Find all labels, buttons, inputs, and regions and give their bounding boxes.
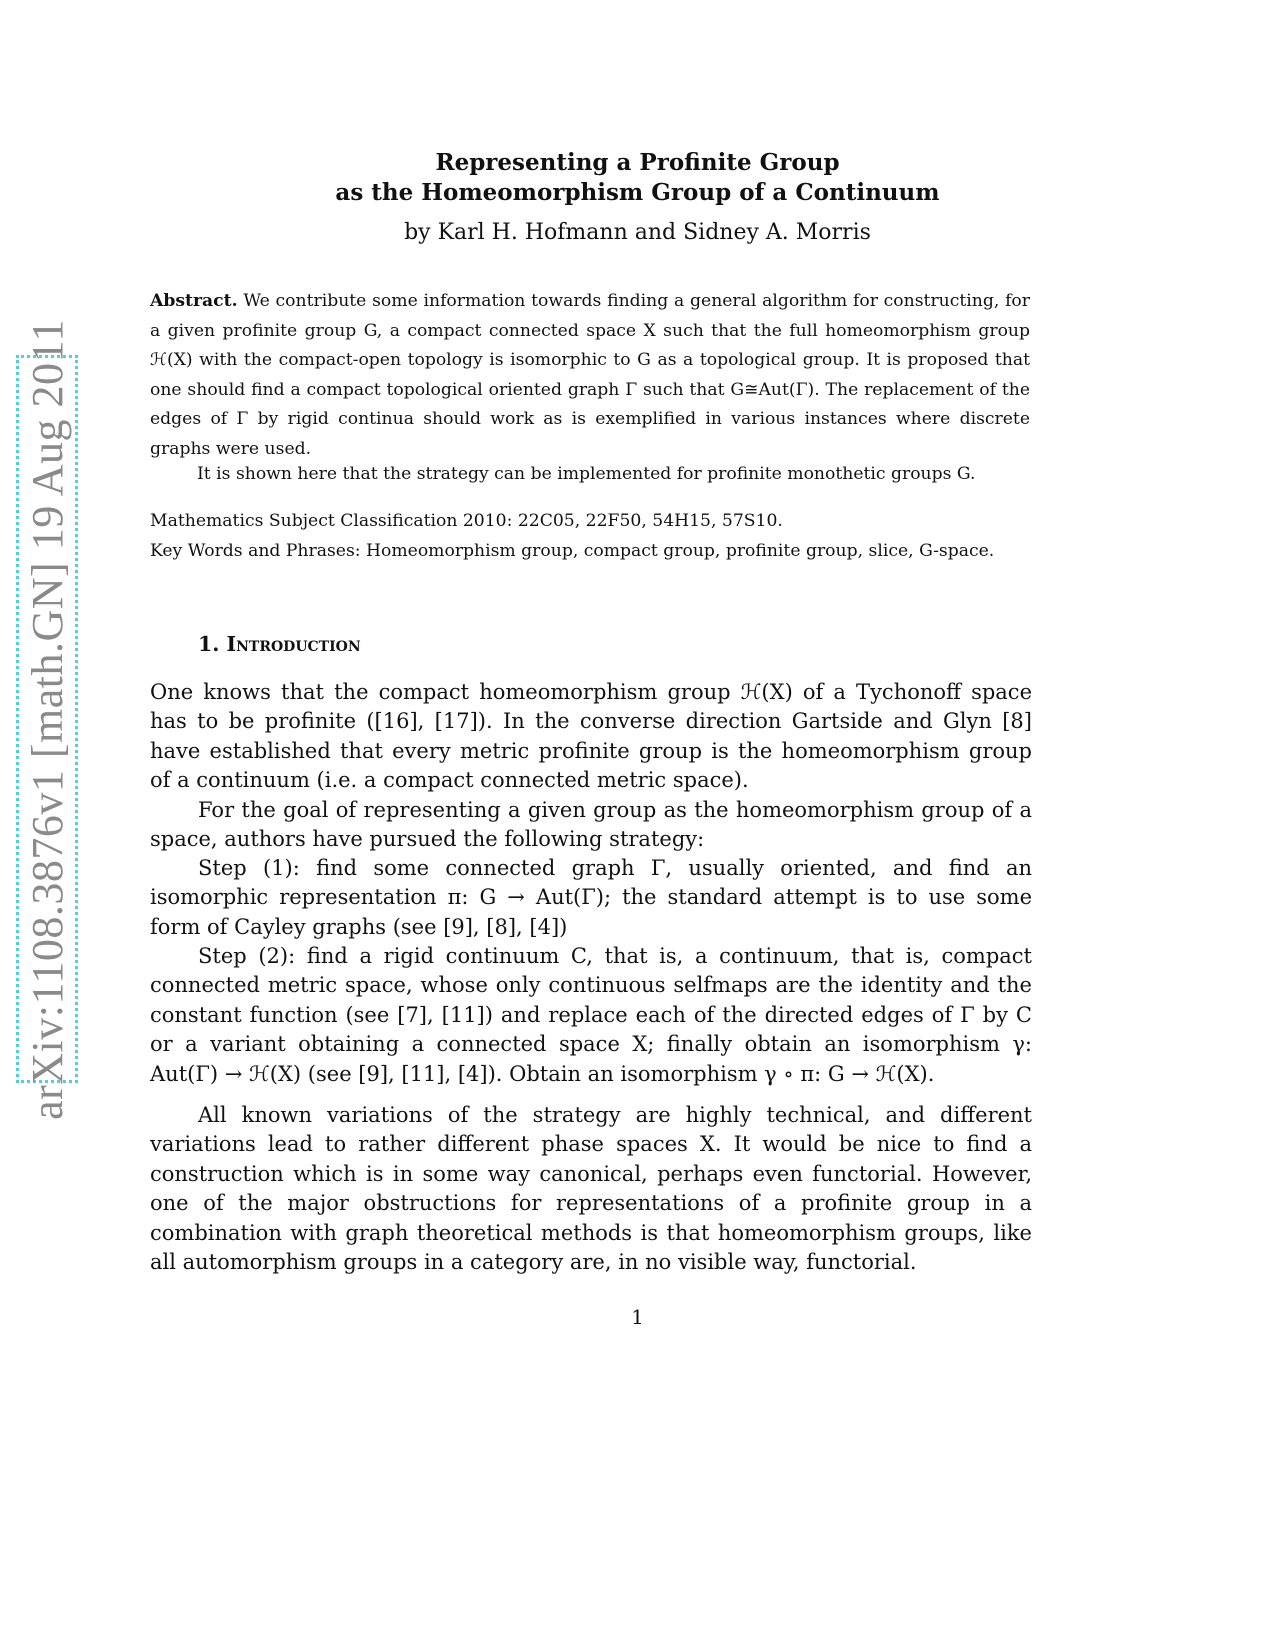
abstract-text-2: It is shown here that the strategy can be implemented for profinite monothetic groups G. <box>197 464 976 484</box>
section-heading-introduction: 1. Introduction <box>198 632 361 656</box>
arxiv-stamp <box>16 318 78 1120</box>
intro-step-1: Step (1): find some connected graph Γ, usually oriented, and find an isomorphic representation π: G → Aut(Γ); the standard attempt is to use some form of Cayley graphs (see [9], [8], [4]) <box>150 856 1032 939</box>
msc-classification: Mathematics Subject Classification 2010: 22C05, 22F50, 54H15, 57S10. <box>150 511 783 531</box>
keywords: Key Words and Phrases: Homeomorphism group, compact group, profinite group, slice, G-space. <box>150 541 995 561</box>
abstract-text: We contribute some information towards finding a general algorithm for constructing, for a given profinite group G, a compact connected space X such that the full homeomorphism group ℋ(X) with the compact-open topology is isomorphic to G as a topological group. It is proposed that one should find a compact topological oriented graph Γ such that G≅Aut(Γ). The replacement of the edges of Γ by rigid continua should work as is exemplified in various instances where discrete graphs were used. <box>150 291 1030 459</box>
title-line-2: as the Homeomorphism Group of a Continuum <box>335 179 940 206</box>
intro-paragraph-3: All known variations of the strategy are highly technical, and different variations lead to rather different phase spaces X. It would be nice to find a construction which is in some way canonical, perhaps even functorial. However, one of the major obstructions for representations of a profinite group in a combination with graph theoretical methods is that homeomorphism groups, like all automorphism groups in a category are, in no visible way, functorial. <box>150 1103 1032 1275</box>
arxiv-identifier: arXiv:1108.3876v1 [math.GN] 19 Aug 2011 <box>22 318 72 1120</box>
page-number: 1 <box>631 1305 644 1329</box>
abstract-label: Abstract. <box>150 291 238 311</box>
intro-step-2: Step (2): find a rigid continuum C, that is, a continuum, that is, compact connected metric space, whose only continuous selfmaps are the identity and the constant function (see [7], [11]) and replace each of the directed edges of Γ by C or a variant obtaining a connected space X; finally obtain an isomorphism γ: Aut(Γ) → ℋ(X) (see [9], [11], [4]). Obtain an isomorphism γ ∘ π: G → ℋ(X). <box>150 944 1032 1086</box>
abstract <box>150 287 1030 465</box>
title-line-1: Representing a Profinite Group <box>435 149 840 176</box>
author-line: by Karl H. Hofmann and Sidney A. Morris <box>404 220 871 245</box>
intro-paragraph-1: One knows that the compact homeomorphism group ℋ(X) of a Tychonoff space has to be profinite ([16], [17]). In the converse direction Gartside and Glyn [8] have established that every metric profinite group is the homeomorphism group of a continuum (i.e. a compact connected metric space). <box>150 680 1032 793</box>
paper-title <box>150 148 1125 208</box>
intro-paragraph-2: For the goal of representing a given group as the homeomorphism group of a space, authors have pursued the following strategy: <box>150 798 1032 852</box>
